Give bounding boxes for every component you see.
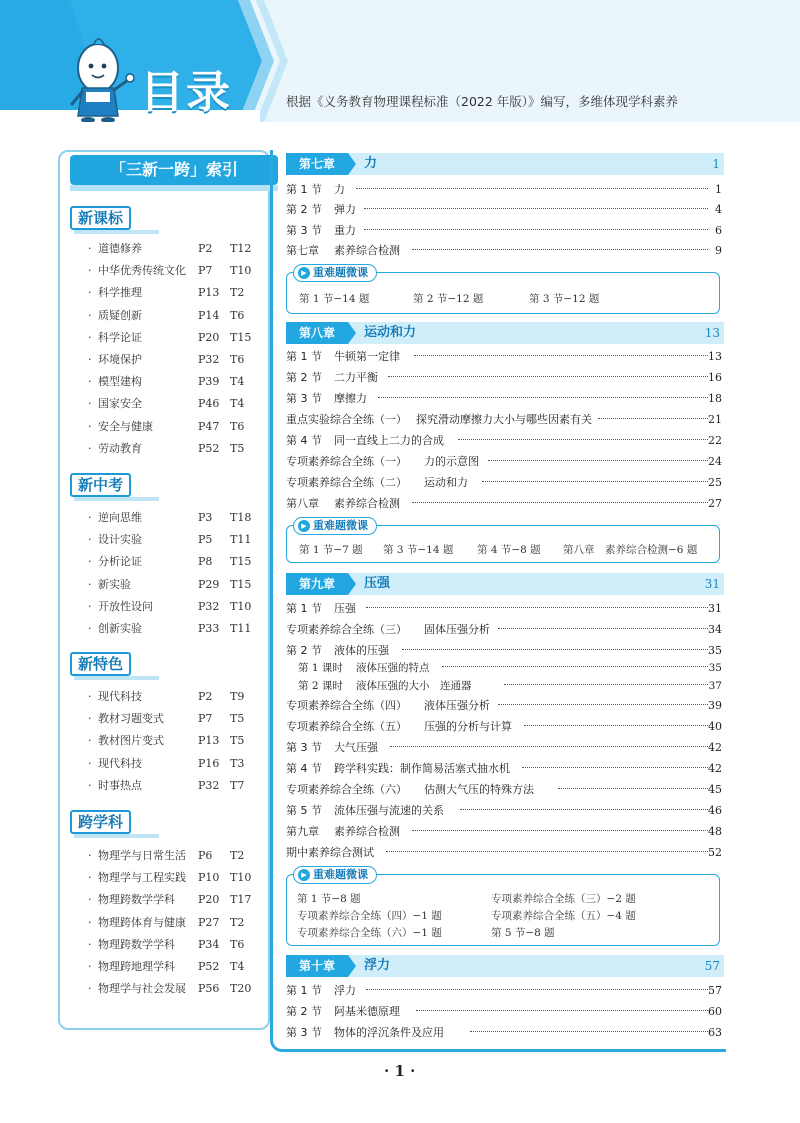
index-section-tag: 新特色 <box>70 652 131 676</box>
chapter-badge: 第七章 <box>286 153 348 175</box>
micro-lesson-item[interactable]: 第 1 节−7 题 <box>299 544 363 556</box>
page-header <box>0 0 800 122</box>
toc-row[interactable]: 第九章 素养综合检测 48 <box>286 825 722 838</box>
toc-row[interactable]: 第 4 节 跨学科实践：制作简易活塞式抽水机 42 <box>286 762 722 775</box>
toc-row[interactable]: 期中素养综合测试 52 <box>286 846 722 859</box>
toc-row[interactable]: 专项素养综合全练（二） 运动和力 25 <box>286 476 722 489</box>
index-item[interactable]: · 教材习题变式 P7 T5 <box>88 712 245 726</box>
index-title-underline <box>70 185 278 191</box>
index-item[interactable]: · 国家安全 P46 T4 <box>88 397 245 411</box>
index-item[interactable]: · 物理学与日常生活 P6 T2 <box>88 849 245 862</box>
index-item[interactable]: · 新实验 P29 T15 <box>88 577 252 591</box>
toc-row[interactable]: 专项素养综合全练（四） 液体压强分析 39 <box>286 699 722 712</box>
index-list-xinzhongkao <box>86 507 266 640</box>
toc-row[interactable]: 第 3 节 重力 6 <box>286 224 722 237</box>
chapter-page: 31 <box>704 577 720 591</box>
index-item[interactable]: · 科学论证 P20 T15 <box>88 330 252 344</box>
chapter-title: 浮力 <box>364 958 391 973</box>
chapter-page: 57 <box>704 959 720 973</box>
chapter-title: 运动和力 <box>364 325 417 340</box>
micro-lesson-item[interactable]: 第 1 节−8 题 <box>297 893 361 905</box>
index-item[interactable]: · 物理跨数学学科 P20 T17 <box>88 893 252 907</box>
index-item[interactable]: · 开放性设问 P32 T10 <box>88 599 252 613</box>
micro-lesson-box <box>286 266 720 314</box>
toc-row[interactable]: 第 5 节 流体压强与流速的关系 46 <box>286 804 722 817</box>
toc-row[interactable]: 第 3 节 摩擦力 18 <box>286 392 722 405</box>
chapter-arrow-icon <box>348 573 356 595</box>
index-item[interactable]: · 教材图片变式 P13 T5 <box>88 734 245 748</box>
toc-row[interactable]: 专项素养综合全练（五） 压强的分析与计算 40 <box>286 720 722 733</box>
micro-lesson-item[interactable]: 专项素养综合全练（四）−1 题 <box>297 910 442 922</box>
chapter-header-8[interactable] <box>286 322 724 344</box>
micro-lesson-item[interactable]: 第 3 节−12 题 <box>529 293 600 305</box>
micro-lesson-tag: ▶ 重难题微课 <box>293 866 377 884</box>
index-item[interactable]: · 现代科技 P16 T3 <box>88 756 245 770</box>
toc-row[interactable]: 第 4 节 同一直线上二力的合成 22 <box>286 434 722 447</box>
index-item[interactable]: · 物理跨数学学科 P34 T6 <box>88 937 245 951</box>
toc-row[interactable]: 专项素养综合全练（六） 估测大气压的特殊方法 45 <box>286 783 722 796</box>
chapter-badge: 第八章 <box>286 322 348 344</box>
micro-lesson-item[interactable]: 专项素养综合全练（五）−4 题 <box>491 910 636 922</box>
chapter-arrow-icon <box>348 955 356 977</box>
chapter-badge: 第九章 <box>286 573 348 595</box>
chapter-page: 1 <box>712 157 720 171</box>
index-item[interactable]: · 中华优秀传统文化 P7 T10 <box>88 264 252 278</box>
toc-row[interactable]: 第 1 节 浮力 57 <box>286 984 722 997</box>
micro-lesson-item[interactable]: 第 1 节−14 题 <box>299 293 370 305</box>
micro-lesson-item[interactable]: 专项素养综合全练（六）−1 题 <box>297 927 442 939</box>
toc-row[interactable]: 第 1 节 力 1 <box>286 183 722 196</box>
toc-row[interactable]: 第 2 节 二力平衡 16 <box>286 371 722 384</box>
toc-left-border <box>270 150 273 1040</box>
toc-row[interactable]: 第 2 节 阿基米德原理 60 <box>286 1005 722 1018</box>
index-item[interactable]: · 逆向思维 P3 T18 <box>88 511 252 524</box>
chapter-badge: 第十章 <box>286 955 348 977</box>
index-item[interactable]: · 物理跨地理学科 P52 T4 <box>88 959 245 973</box>
toc-row[interactable]: 第 1 节 压强 31 <box>286 602 722 615</box>
chapter-page: 13 <box>704 326 720 340</box>
chapter-title: 力 <box>364 156 378 171</box>
index-title: 「三新一跨」索引 <box>70 155 278 185</box>
page-number: · 1 · <box>384 1062 416 1080</box>
index-item[interactable]: · 安全与健康 P47 T6 <box>88 419 245 433</box>
micro-lesson-item[interactable]: 第 4 节−8 题 <box>477 544 541 556</box>
index-item[interactable]: · 物理学与社会发展 P56 T20 <box>88 982 252 996</box>
index-list-xinkebiao <box>86 238 266 460</box>
micro-lesson-item[interactable]: 第 2 节−12 题 <box>413 293 484 305</box>
play-icon: ▶ <box>298 520 310 532</box>
index-section-tag: 新课标 <box>70 206 131 230</box>
chapter-arrow-icon <box>348 153 356 175</box>
index-item[interactable]: · 设计实验 P5 T11 <box>88 533 252 547</box>
toc-row[interactable]: 专项素养综合全练（一） 力的示意图 24 <box>286 455 722 468</box>
index-section-tag: 跨学科 <box>70 810 131 834</box>
chapter-arrow-icon <box>348 322 356 344</box>
micro-lesson-box <box>286 519 720 563</box>
micro-lesson-tag: ▶ 重难题微课 <box>293 264 377 282</box>
index-item[interactable]: · 环境保护 P32 T6 <box>88 352 245 366</box>
micro-lesson-item[interactable]: 第 3 节−14 题 <box>383 544 454 556</box>
play-icon: ▶ <box>298 267 310 279</box>
play-icon: ▶ <box>298 869 310 881</box>
index-item[interactable]: · 创新实验 P33 T11 <box>88 621 252 635</box>
toc-row[interactable]: 重点实验综合全练（一） 探究滑动摩擦力大小与哪些因素有关 21 <box>286 413 722 426</box>
micro-lesson-item[interactable]: 专项素养综合全练（三）−2 题 <box>491 893 636 905</box>
toc-row[interactable]: 第 2 节 弹力 4 <box>286 203 722 216</box>
index-list-xintese <box>86 686 266 797</box>
micro-lesson-item[interactable]: 第 5 节−8 题 <box>491 927 555 939</box>
page-subtitle: 根据《义务教育物理课程标准（2022 年版）》编写，多维体现学科素养 <box>286 94 679 109</box>
index-item[interactable]: · 分析论证 P8 T15 <box>88 555 252 569</box>
chapter-header-9[interactable] <box>286 573 724 595</box>
toc-row[interactable]: 第 3 节 大气压强 42 <box>286 741 722 754</box>
toc-row[interactable]: 第 3 节 物体的浮沉条件及应用 63 <box>286 1026 722 1039</box>
index-item[interactable]: · 物理跨体育与健康 P27 T2 <box>88 915 245 929</box>
page-title: 目录 <box>140 67 232 118</box>
chapter-title: 压强 <box>364 576 391 591</box>
chapter-header-7[interactable] <box>286 153 724 175</box>
index-item[interactable]: · 劳动教育 P52 T5 <box>88 441 245 455</box>
chapter-header-10[interactable] <box>286 955 724 977</box>
index-item[interactable]: · 时事热点 P32 T7 <box>88 778 245 792</box>
toc-row[interactable]: 第 2 节 液体的压强 35 <box>286 644 722 657</box>
toc-row[interactable]: 第八章 素养综合检测 27 <box>286 497 722 510</box>
toc-row[interactable]: 专项素养综合全练（三） 固体压强分析 34 <box>286 623 722 636</box>
micro-lesson-box <box>286 868 720 946</box>
index-item[interactable]: · 质疑创新 P14 T6 <box>88 308 245 322</box>
toc-subrow[interactable]: 第 1 课时 液体压强的特点 35 <box>298 662 722 674</box>
toc-subrow[interactable]: 第 2 课时 液体压强的大小 连通器 37 <box>298 680 722 692</box>
index-item[interactable]: · 物理学与工程实践 P10 T10 <box>88 871 252 885</box>
toc-row[interactable]: 第七章 素养综合检测 9 <box>286 244 722 257</box>
index-list-kuaxueke <box>86 845 266 1000</box>
index-item[interactable]: · 科学推理 P13 T2 <box>88 286 245 300</box>
mascot-icon <box>66 38 136 122</box>
micro-lesson-item[interactable]: 第八章 素养综合检测−6 题 <box>563 544 698 556</box>
index-item[interactable]: · 模型建构 P39 T4 <box>88 375 245 389</box>
micro-lesson-tag: ▶ 重难题微课 <box>293 517 377 535</box>
index-item[interactable]: · 现代科技 P2 T9 <box>88 690 245 703</box>
index-section-tag: 新中考 <box>70 473 131 497</box>
index-item[interactable]: · 道德修养 P2 T12 <box>88 242 252 255</box>
toc-row[interactable]: 第 1 节 牛顿第一定律 13 <box>286 350 722 363</box>
